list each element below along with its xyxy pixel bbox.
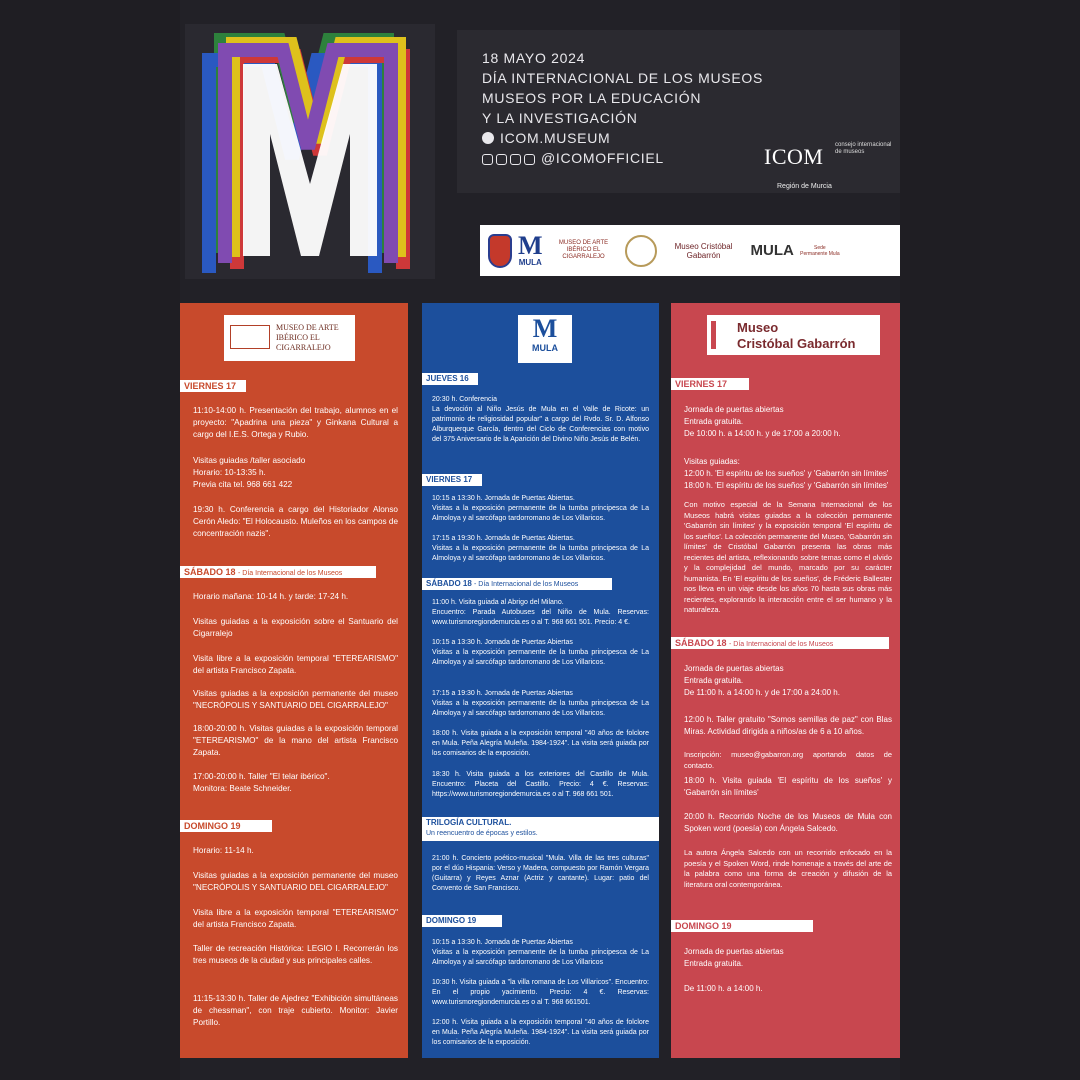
partner-logos-strip [480,225,900,276]
partner-mula-brand: MULA [750,242,794,259]
event-date: 18 MAYO 2024 [482,50,586,66]
column-museo-gabarron [671,303,900,1058]
column-arte-iberico [180,303,408,1058]
museo-mula-logo: M MULA [518,315,572,363]
social-handle[interactable]: @ICOMOFFICIEL [541,150,664,166]
event-text: 17:15 a 19:30 h. Jornada de Puertas Abiertas. Visitas a la exposición permanente de la tumba principesca de La Almoloya y al sarcófago tardorromano de Los Villaricos. [432,535,649,562]
arte-iberico-logo-text: MUSEO DE ARTE IBÉRICO EL CIGARRALEJO [276,323,339,352]
event-text: Visita libre a la exposición temporal "ETEREARISMO" del artista Francisco Zapata. [193,908,398,929]
event-text: Jornada de puertas abiertas Entrada gratuita. [684,947,784,968]
event-text: 18:00 h. Visita guiada a la exposición temporal "40 años de folclore en Mula. Peña Alegría Muleña. 1984-1924". La visita será guiada por los comisarios de la exposición. [432,730,649,757]
event-text: De 11:00 h. a 14:00 h. [684,984,763,993]
facebook-icon[interactable] [524,154,535,165]
day-sabado-18: SÁBADO 18 - Día Internacional de los Museos [180,566,376,578]
event-text: Visita libre a la exposición temporal "ETEREARISMO" del artista Francisco Zapata. [193,654,398,675]
event-text: Inscripción: museo@gabarron.org aportando datos de contacto. [684,750,892,770]
event-text: Jornada de puertas abiertas Entrada gratuita. De 10:00 h. a 14:00 h. y de 17:00 a 20:00 h. [684,405,841,438]
instagram-icon[interactable] [496,154,507,165]
partner-gabarron: Museo Cristóbal Gabarrón [674,241,733,260]
museum-day-logo [185,24,435,279]
event-text: 21:00 h. Concierto poético-musical "Mula. Villa de las tres culturas" por el dúo Hispania: Verso y Madera, compuesto por Ramón Vergara (Guitarra) y Reyes Aznar (Actriz y cantante). Lugar: patio del Convento de San Francisco. [432,855,649,892]
event-text: 10:15 a 13:30 h. Jornada de Puertas Abiertas Visitas a la exposición permanente de la tumba principesca de La Almoloya y al sarcófago tardorromano de Los Villaricos [432,939,649,966]
event-text: 18:00-20:00 h. Visitas guiadas a la exposición temporal "ETEREARISMO" de la mano del artista Francisco Zapata. [193,724,398,757]
event-text: La autora Ángela Salcedo con un recorrido enfocado en la poesía y el Spoken Word, rinde homenaje a través del arte de la palabra como una forma de creación y difusión de la literatura oral contemporánea. [684,848,892,889]
website-link[interactable]: ICOM.MUSEUM [500,130,611,146]
event-text: 10:30 h. Visita guiada a "la villa romana de Los Villaricos". Encuentro: En el propio yacimiento. Precio: 4 €. Reservas: www.turismoregiondemurcia.es o al T. 968 661501. [432,979,649,1006]
day-jueves-16: JUEVES 16 [422,373,478,385]
event-text: Taller de recreación Histórica: LEGIO I. Recorrerán los tres museos de la ciudad y sus principales calles. [193,944,398,965]
linkedin-icon[interactable] [510,154,521,165]
social-icons [482,154,535,165]
event-text: 11:10-14:00 h. Presentación del trabajo, alumnos en el proyecto: "Apadrina una pieza" y Ginkana Cultural a cargo del I.E.S. Ortega y Rubio. [193,406,398,439]
event-text: Visitas guiadas a la exposición permanente del museo "NECRÓPOLIS Y SANTUARIO DEL CIGARRALEJO" [193,871,398,892]
trilogia-cultural-header: TRILOGÍA CULTURAL. Un reencuentro de épocas y estilos. [422,817,659,841]
day-sabado-18: SÁBADO 18 - Día Internacional de los Museos [422,578,612,590]
event-text: 20:00 h. Recorrido Noche de los Museos de Mula con Spoken word (poesía) con Ángela Salcedo. [684,812,892,833]
arte-iberico-logo [224,315,355,361]
region-murcia-logo: Región de Murcia [777,183,832,190]
event-text: 11:00 h. Visita guiada al Abrigo del Milano. Encuentro: Parada Autobuses del Niño de Mula. Reservas: www.turismoregiondemurcia.es o al T. 968 661 501. Precio: 4 €. [432,599,649,626]
icom-subtitle: consejo internacional de museos [835,142,892,155]
event-text: 10:15 a 13:30 h. Jornada de Puertas Abiertas. Visitas a la exposición permanente de la tumba principesca de La Almoloya y al sarcófago tardorromano de Los Villaricos. [432,495,649,522]
horse-relief-icon [230,325,270,349]
m-letter-icon [185,24,435,279]
day-viernes-17: VIERNES 17 [671,378,749,390]
gabarron-logo: Museo Cristóbal Gabarrón [707,315,880,355]
event-text: 12:00 h. Visita guiada a la exposición temporal "40 años de folclore en Mula. Peña Alegría Muleña. 1984-1924". La visita será guiada por los comisarios de la exposición. [432,1019,649,1046]
event-text: 20:30 h. Conferencia La devoción al Niño Jesús de Mula en el Valle de Ricote: un patrimonio de religiosidad popular" a cargo del Rvdo. Sr. D. Alfonso Alburquerque García, dentro del Ciclo de Conferencias con motivo del 375 Aniversario de la Aparición del Divino Niño Jesús de Belén. [432,396,649,443]
day-domingo-19: DOMINGO 19 [422,915,502,927]
event-text: 18:00 h. Visita guiada 'El espíritu de los sueños' y 'Gabarrón sin límites' [684,776,892,797]
day-viernes-17: VIERNES 17 [422,474,482,486]
partner-museo-ciudad-mula: M MULA [518,231,543,267]
event-text: 10:15 a 13:30 h. Jornada de Puertas Abiertas Visitas a la exposición permanente de la tumba principesca de La Almoloya y al sarcófago tardorromano de Los Villaricos. [432,639,649,666]
icom-logo: ICOM [764,144,824,169]
event-theme-2: Y LA INVESTIGACIÓN [482,110,638,126]
event-title: DÍA INTERNACIONAL DE LOS MUSEOS [482,70,764,86]
event-text: Con motivo especial de la Semana Internacional de los Museos habrá visitas guiadas a la colección permanente 'Gabarrón sin límites' y la exposición temporal 'El espíritu de los sueños'. La colección permanente del Museo, 'Gabarrón sin límites' de Cristóbal Gabarrón presenta las obras más recientes del artista, reflexionando sobre temas como el olvido y la complejidad del mundo, marcado por su carácter humanista. En 'El espíritu de los sueños', de Fréderic Ballester nos lleva en un viaje desde los años 70 hasta sus obras más recientes, explorando la interacción entre el ser humano y la naturaleza. [684,500,892,614]
day-viernes-17: VIERNES 17 [180,380,246,392]
event-text: 12:00 h. Taller gratuito "Somos semillas de paz" con Blas Miras. Actividad dirigida a niños/as de 6 a 10 años. [684,715,892,736]
seal-icon [625,235,657,267]
event-theme-1: MUSEOS POR LA EDUCACIÓN [482,90,702,106]
partner-arte-iberico: MUSEO DE ARTE IBÉRICO EL CIGARRALEJO [558,240,609,260]
event-text: 17:00-20:00 h. Taller "El telar ibérico". Monitora: Beate Schneider. [193,772,330,793]
event-info-box [457,30,900,193]
event-text: 18:30 h. Visita guiada a los exteriores del Castillo de Mula. Encuentro: Placeta del Castillo. Precio: 4 €. Reservas: https://www.turismoregiondemurcia.es o al T. 968 661 501. [432,771,649,798]
day-sabado-18: SÁBADO 18 - Día Internacional de los Museos [671,637,889,649]
event-text: Horario: 11-14 h. [193,846,254,855]
web-icon [482,132,494,144]
event-text: Visitas guiadas a la exposición permanente del museo "NECRÓPOLIS Y SANTUARIO DEL CIGARRALEJO" [193,689,398,710]
event-text: Jornada de puertas abiertas Entrada gratuita. De 11:00 h. a 14:00 h. y de 17:00 a 24:00 h. [684,664,840,697]
event-text: Visitas guiadas: 12:00 h. 'El espíritu de los sueños' y 'Gabarrón sin límites' 18:00 h. 'El espíritu de los sueños' y 'Gabarrón sin límites' [684,457,889,490]
x-icon[interactable] [482,154,493,165]
event-text: 11:15-13:30 h. Taller de Ajedrez "Exhibición simultáneas de chessman", con traje cubierto. Monitor: Javier Portillo. [193,994,398,1027]
event-text: Horario mañana: 10-14 h. y tarde: 17-24 h. [193,592,349,601]
event-text: Visitas guiadas /taller asociado Horario: 10-13:35 h. Previa cita tel. 968 661 422 [193,456,306,489]
day-domingo-19: DOMINGO 19 [180,820,272,832]
column-museo-ciudad-mula [422,303,659,1058]
event-text: Visitas guiadas a la exposición sobre el Santuario del Cigarralejo [193,617,398,638]
event-text: 19:30 h. Conferencia a cargo del Historiador Alonso Cerón Aledo: "El Holocausto. Muleños en los campos de concentración nazis". [193,505,398,538]
partner-sede-permanente: Sede Permanente Mula [800,244,840,257]
day-domingo-19: DOMINGO 19 [671,920,813,932]
event-text: 17:15 a 19:30 h. Jornada de Puertas Abiertas Visitas a la exposición permanente de la tumba principesca de La Almoloya y al sarcófago tardorromano de Los Villaricos. [432,690,649,717]
mula-coat-of-arms-icon [488,234,512,268]
